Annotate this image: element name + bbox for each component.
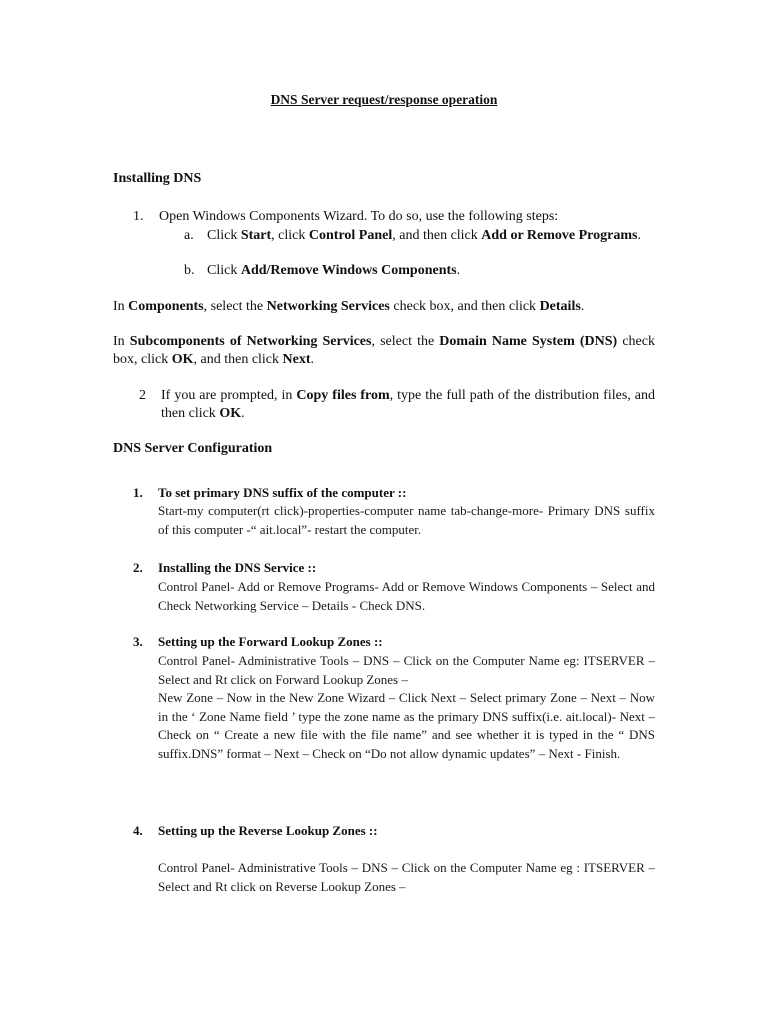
heading-dns-server-configuration: DNS Server Configuration xyxy=(113,441,273,456)
section-1-title: To set primary DNS suffix of the computer :: xyxy=(158,485,407,500)
section-2-body: Control Panel- Add or Remove Programs- Add or Remove Windows Components – Select and Check Networking Service – Details - Check DNS. xyxy=(158,579,655,613)
step-1a-number: a. xyxy=(184,228,194,243)
section-2-number: 2. xyxy=(133,560,143,575)
section-3-body: Control Panel- Administrative Tools – DNS – Click on the Computer Name eg: ITSERVER – Select and Rt click on Forward Lookup Zones – New Zone – Now in the New Zone Wizard – Click Next – Select primary Zone – Next – Now in the ‘ Zone Name field ’ type the zone name as the primary DNS suffix(i.e. ait.local)- Next – Check on “ Create a new file with the file name” and see whether it is typed in the “ DNS suffix.DNS” format – Next – Check on “Do not allow dynamic updates” – Next - Finish. xyxy=(158,653,655,761)
document-title: DNS Server request/response operation xyxy=(270,92,498,107)
section-1-body: Start-my computer(rt click)-properties-computer name tab-change-more- Primary DNS suffix of this computer -“ ait.local”- restart the computer. xyxy=(158,503,655,537)
step-1-text: Open Windows Components Wizard. To do so, use the following steps: xyxy=(159,209,559,224)
step-2-text: If you are prompted, in Copy files from, type the full path of the distribution files, and then click OK. xyxy=(161,388,655,421)
heading-installing-dns: Installing DNS xyxy=(113,171,202,186)
section-4-number: 4. xyxy=(133,823,143,838)
section-4-body: Control Panel- Administrative Tools – DNS – Click on the Computer Name eg : ITSERVER – Select and Rt click on Reverse Lookup Zones – xyxy=(158,860,655,894)
section-4-title: Setting up the Reverse Lookup Zones :: xyxy=(158,823,378,838)
section-3-title: Setting up the Forward Lookup Zones :: xyxy=(158,634,383,649)
step-1a-text: Click Start, click Control Panel, and then click Add or Remove Programs. xyxy=(207,228,641,243)
step-1-number: 1. xyxy=(133,209,144,224)
step-1b-number: b. xyxy=(184,263,195,278)
step-2-number: 2 xyxy=(139,388,146,403)
step-1b-text: Click Add/Remove Windows Components. xyxy=(207,263,461,278)
paragraph-components: In Components, select the Networking Services check box, and then click Details. xyxy=(113,299,585,314)
section-2-title: Installing the DNS Service :: xyxy=(158,560,317,575)
section-3-number: 3. xyxy=(133,634,143,649)
paragraph-subcomponents: In Subcomponents of Networking Services, select the Domain Name System (DNS) check box, click OK, and then click Next. xyxy=(113,334,655,367)
section-1-number: 1. xyxy=(133,485,143,500)
